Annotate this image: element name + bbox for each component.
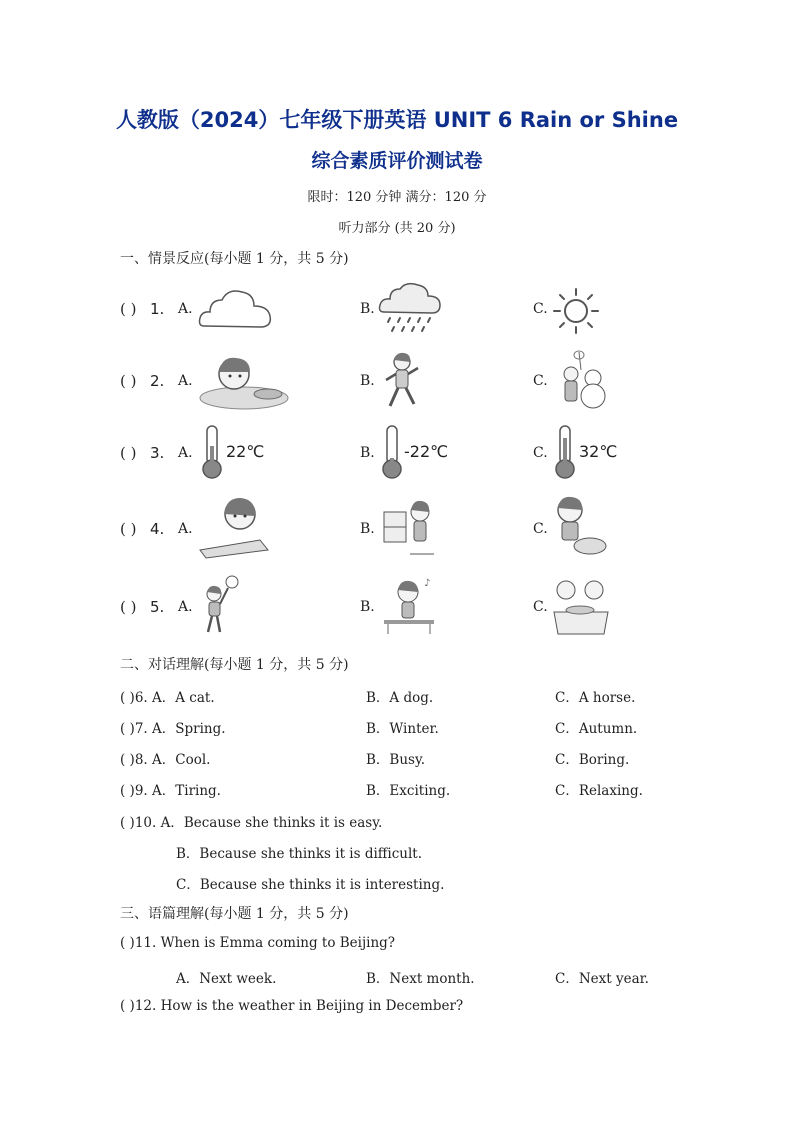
question-number: 5. [150, 598, 165, 616]
girl-drawing-image [198, 494, 270, 560]
thermometer-icon [553, 424, 577, 480]
rain-cloud-icon [378, 282, 442, 338]
option-c-label: C. [533, 599, 548, 615]
option-a-label: A. [178, 373, 193, 389]
question-10-stem: ( )10. A．Because she thinks it is easy. [120, 815, 383, 831]
option-b-label: B. [360, 373, 375, 389]
question-number: 4. [150, 520, 165, 538]
question-8-stem: ( )8. A．Cool. [120, 752, 211, 768]
temperature-label: 22℃ [226, 442, 265, 461]
option-a-label: A. [178, 301, 193, 317]
question-9-option-b: B．Exciting. [366, 783, 451, 799]
answer-blank[interactable]: ( ) [120, 372, 137, 390]
question-11-option-a: A．Next week. [176, 971, 277, 987]
option-a-label: A. [178, 445, 193, 461]
option-b-label: B. [360, 445, 375, 461]
option-b-label: B. [360, 301, 375, 317]
girl-washing-clothes-image [552, 494, 608, 560]
cloud-icon [198, 286, 273, 331]
option-a-label: A. [178, 521, 193, 537]
answer-blank[interactable]: ( ) [120, 300, 137, 318]
temperature-label: 32℃ [579, 442, 618, 461]
option-b-label: B. [360, 599, 375, 615]
question-9-option-c: C．Relaxing. [555, 783, 643, 799]
question-6-stem: ( )6. A．A cat. [120, 690, 215, 706]
question-number: 1. [150, 300, 165, 318]
girl-swimming-image [198, 350, 290, 412]
question-2 [0, 350, 794, 420]
section-3-heading: 三、语篇理解(每小题 1 分，共 5 分) [120, 906, 349, 922]
question-10-option-c: C．Because she thinks it is interesting. [176, 877, 445, 893]
svg-text:♪: ♪ [424, 578, 431, 589]
girl-running-image [380, 350, 424, 412]
question-4 [0, 494, 794, 564]
temperature-label: -22℃ [404, 442, 449, 461]
question-6-option-b: B．A dog. [366, 690, 434, 706]
option-a-label: A. [178, 599, 193, 615]
question-7-option-b: B．Winter. [366, 721, 439, 737]
question-7-option-c: C．Autumn. [555, 721, 638, 737]
document-subtitle: 综合素质评价测试卷 [311, 150, 483, 172]
option-c-label: C. [533, 301, 548, 317]
girl-cleaning-image [380, 494, 438, 560]
question-number: 3. [150, 444, 165, 462]
question-number: 2. [150, 372, 165, 390]
section-1-heading: 一、情景反应(每小题 1 分，共 5 分) [120, 251, 349, 267]
time-score-info: 限时：120 分钟 满分：120 分 [307, 190, 487, 205]
section-2-heading: 二、对话理解(每小题 1 分，共 5 分) [120, 657, 349, 673]
option-b-label: B. [360, 521, 375, 537]
girl-volleyball-image [198, 574, 242, 636]
thermometer-icon [380, 424, 404, 480]
answer-blank[interactable]: ( ) [120, 520, 137, 538]
document-title: 人教版（2024）七年级下册英语 UNIT 6 Rain or Shine [115, 108, 679, 132]
thermometer-icon [200, 424, 224, 480]
question-5 [0, 574, 794, 644]
girl-listening-music-image [380, 574, 438, 636]
option-c-label: C. [533, 521, 548, 537]
girl-with-snowman-image [553, 350, 611, 412]
question-11-stem: ( )11. When is Emma coming to Beijing? [120, 935, 396, 951]
answer-blank[interactable]: ( ) [120, 598, 137, 616]
option-c-label: C. [533, 445, 548, 461]
option-c-label: C. [533, 373, 548, 389]
question-9-stem: ( )9. A．Tiring. [120, 783, 221, 799]
question-10-option-b: B．Because she thinks it is difficult. [176, 846, 423, 862]
question-11-option-c: C．Next year. [555, 971, 649, 987]
question-3 [0, 422, 794, 492]
question-11-option-b: B．Next month. [366, 971, 475, 987]
question-8-option-c: C．Boring. [555, 752, 630, 768]
girls-eating-image [550, 574, 612, 636]
question-8-option-b: B．Busy. [366, 752, 426, 768]
sun-icon [551, 286, 601, 336]
listening-part-label: 听力部分 (共 20 分) [338, 221, 456, 236]
question-12-stem: ( )12. How is the weather in Beijing in December? [120, 998, 464, 1014]
question-6-option-c: C．A horse. [555, 690, 636, 706]
question-7-stem: ( )7. A．Spring. [120, 721, 226, 737]
answer-blank[interactable]: ( ) [120, 444, 137, 462]
question-1 [0, 282, 794, 352]
